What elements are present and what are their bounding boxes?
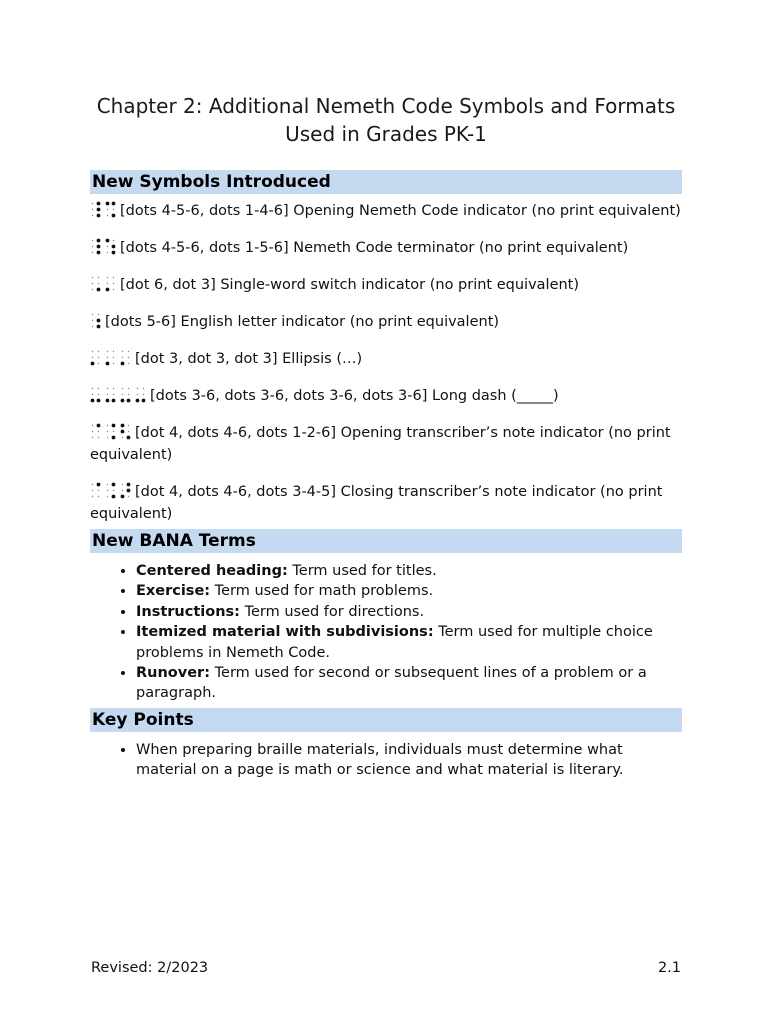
braille-dot-empty bbox=[107, 495, 108, 496]
braille-dot-raised bbox=[121, 361, 125, 365]
braille-dot-raised bbox=[112, 423, 116, 427]
braille-dot-raised bbox=[106, 287, 110, 291]
section-heading-key-points: Key Points bbox=[90, 708, 682, 732]
braille-symbol-icon bbox=[90, 201, 116, 218]
braille-dot-empty bbox=[128, 430, 129, 431]
braille-dot-raised bbox=[97, 201, 101, 205]
term-definition: Term used for second or subsequent lines of a problem or a paragraph. bbox=[136, 665, 647, 702]
key-points-list bbox=[90, 740, 682, 781]
braille-dot-empty bbox=[92, 282, 93, 283]
symbol-description: [dots 4-5-6, dots 1-5-6] Nemeth Code terminator (no print equivalent) bbox=[120, 240, 629, 256]
braille-dot-empty bbox=[122, 489, 123, 490]
symbol-entry bbox=[90, 311, 682, 333]
braille-dot-empty bbox=[113, 282, 114, 283]
braille-dot-empty bbox=[128, 350, 129, 351]
braille-dot-empty bbox=[92, 350, 93, 351]
braille-dot-empty bbox=[92, 325, 93, 326]
braille-dot-raised bbox=[112, 482, 116, 486]
braille-dot-empty bbox=[113, 362, 114, 363]
braille-dot-raised bbox=[97, 423, 101, 427]
braille-dot-raised bbox=[112, 250, 116, 254]
braille-dot-empty bbox=[137, 393, 138, 394]
braille-dot-empty bbox=[92, 387, 93, 388]
braille-dot-empty bbox=[113, 208, 114, 209]
braille-dot-empty bbox=[107, 489, 108, 490]
term-item bbox=[136, 561, 682, 581]
term-definition: Term used for math problems. bbox=[210, 583, 434, 600]
braille-dot-raised bbox=[121, 429, 125, 433]
braille-dot-raised bbox=[112, 435, 116, 439]
braille-dot-empty bbox=[107, 282, 108, 283]
symbol-description: [dots 5-6] English letter indicator (no print equivalent) bbox=[105, 314, 500, 330]
term-name: Exercise: bbox=[136, 583, 211, 600]
symbol-entry bbox=[90, 348, 682, 370]
braille-dot-empty bbox=[122, 436, 123, 437]
braille-dot-empty bbox=[98, 430, 99, 431]
braille-dot-empty bbox=[113, 288, 114, 289]
symbol-entry bbox=[90, 274, 682, 296]
braille-dot-empty bbox=[107, 483, 108, 484]
document-page bbox=[90, 92, 682, 785]
term-definition: Term used for directions. bbox=[239, 603, 425, 620]
braille-dot-raised bbox=[112, 398, 116, 402]
braille-dot-empty bbox=[128, 356, 129, 357]
braille-dot-raised bbox=[97, 244, 101, 248]
braille-dot-raised bbox=[97, 238, 101, 242]
braille-symbol-icon bbox=[90, 386, 146, 403]
section-heading-bana-terms: New BANA Terms bbox=[90, 529, 682, 553]
braille-cells bbox=[90, 312, 101, 329]
braille-dot-raised bbox=[112, 244, 116, 248]
symbol-entry bbox=[90, 200, 682, 222]
braille-cells bbox=[90, 349, 131, 366]
braille-dot-empty bbox=[98, 436, 99, 437]
braille-dot-raised bbox=[106, 361, 110, 365]
braille-cells bbox=[90, 275, 116, 292]
braille-dot-empty bbox=[107, 251, 108, 252]
braille-dot-raised bbox=[112, 494, 116, 498]
braille-dot-raised bbox=[142, 398, 146, 402]
braille-dot-empty bbox=[107, 350, 108, 351]
braille-dot-empty bbox=[113, 393, 114, 394]
braille-dot-empty bbox=[107, 245, 108, 246]
braille-dot-empty bbox=[98, 489, 99, 490]
braille-dot-empty bbox=[92, 276, 93, 277]
braille-dot-empty bbox=[92, 208, 93, 209]
braille-dot-empty bbox=[113, 239, 114, 240]
braille-dot-empty bbox=[98, 356, 99, 357]
braille-dot-raised bbox=[106, 201, 110, 205]
braille-dot-empty bbox=[92, 495, 93, 496]
braille-dot-empty bbox=[92, 239, 93, 240]
braille-dot-empty bbox=[92, 214, 93, 215]
braille-cells bbox=[90, 482, 131, 499]
key-point-item: • When preparing braille materials, individuals must determine what material on a page is math or science and what material is literary. bbox=[136, 740, 682, 781]
symbol-entry bbox=[90, 237, 682, 259]
term-definition: Term used for multiple choice problems in Nemeth Code. bbox=[136, 624, 653, 661]
braille-dot-raised bbox=[127, 482, 131, 486]
braille-dot-empty bbox=[107, 214, 108, 215]
braille-dot-empty bbox=[128, 387, 129, 388]
braille-dot-raised bbox=[127, 398, 131, 402]
braille-dot-empty bbox=[122, 387, 123, 388]
braille-dot-empty bbox=[92, 489, 93, 490]
braille-dot-empty bbox=[128, 393, 129, 394]
braille-dot-raised bbox=[97, 318, 101, 322]
term-name: Instructions: bbox=[136, 603, 240, 620]
braille-dot-empty bbox=[92, 430, 93, 431]
braille-dot-empty bbox=[107, 424, 108, 425]
braille-dot-raised bbox=[106, 238, 110, 242]
braille-dot-raised bbox=[91, 398, 95, 402]
braille-dot-empty bbox=[92, 483, 93, 484]
braille-dot-empty bbox=[128, 424, 129, 425]
term-item bbox=[136, 602, 682, 622]
braille-dot-empty bbox=[113, 276, 114, 277]
symbol-description: [dot 4, dots 4-6, dots 3-4-5] Closing transcriber’s note indicator (no print equivalent) bbox=[90, 484, 663, 522]
braille-dot-empty bbox=[107, 387, 108, 388]
braille-dot-empty bbox=[113, 489, 114, 490]
revised-date: Revised: 2/2023 bbox=[91, 960, 209, 976]
braille-symbol-icon bbox=[90, 423, 131, 440]
braille-dot-empty bbox=[98, 495, 99, 496]
braille-dot-raised bbox=[106, 398, 110, 402]
section-heading-new-symbols: New Symbols Introduced bbox=[90, 170, 682, 194]
braille-dot-empty bbox=[122, 350, 123, 351]
braille-dot-empty bbox=[128, 495, 129, 496]
braille-dot-empty bbox=[98, 313, 99, 314]
braille-dot-empty bbox=[128, 362, 129, 363]
braille-dot-empty bbox=[107, 430, 108, 431]
symbol-description: [dots 4-5-6, dots 1-4-6] Opening Nemeth Code indicator (no print equivalent) bbox=[120, 203, 681, 219]
braille-symbol-icon bbox=[90, 349, 131, 366]
braille-dot-empty bbox=[137, 387, 138, 388]
braille-dot-raised bbox=[97, 324, 101, 328]
braille-dot-empty bbox=[98, 282, 99, 283]
symbols-list bbox=[90, 200, 682, 525]
braille-cells bbox=[90, 386, 146, 403]
braille-dot-raised bbox=[112, 201, 116, 205]
braille-dot-empty bbox=[92, 393, 93, 394]
term-name: Centered heading: bbox=[136, 563, 288, 579]
term-name: Runover: bbox=[136, 665, 211, 682]
braille-dot-empty bbox=[113, 356, 114, 357]
braille-dot-empty bbox=[92, 313, 93, 314]
braille-symbol-icon bbox=[90, 312, 101, 329]
braille-dot-empty bbox=[143, 393, 144, 394]
terms-list bbox=[90, 561, 682, 704]
braille-dot-empty bbox=[113, 430, 114, 431]
braille-dot-empty bbox=[122, 483, 123, 484]
page-number: 2.1 bbox=[657, 960, 681, 976]
braille-dot-empty bbox=[107, 393, 108, 394]
braille-dot-raised bbox=[97, 250, 101, 254]
braille-dot-empty bbox=[122, 393, 123, 394]
braille-dot-raised bbox=[112, 213, 116, 217]
term-definition: Term used for titles. bbox=[287, 563, 437, 579]
braille-dot-empty bbox=[98, 362, 99, 363]
braille-dot-raised bbox=[97, 398, 101, 402]
braille-dot-raised bbox=[127, 488, 131, 492]
braille-dot-raised bbox=[97, 213, 101, 217]
braille-cells bbox=[90, 201, 116, 218]
braille-dot-raised bbox=[121, 423, 125, 427]
braille-dot-empty bbox=[107, 356, 108, 357]
braille-dot-empty bbox=[143, 387, 144, 388]
braille-dot-empty bbox=[92, 436, 93, 437]
symbol-description: [dots 3-6, dots 3-6, dots 3-6, dots 3-6] Long dash (_____) bbox=[150, 388, 559, 404]
braille-cells bbox=[90, 423, 131, 440]
braille-dot-raised bbox=[121, 494, 125, 498]
braille-dot-raised bbox=[121, 398, 125, 402]
symbol-entry bbox=[90, 422, 682, 466]
braille-symbol-icon bbox=[90, 238, 116, 255]
braille-dot-empty bbox=[107, 436, 108, 437]
braille-dot-empty bbox=[92, 251, 93, 252]
braille-dot-empty bbox=[92, 245, 93, 246]
symbol-entry bbox=[90, 481, 682, 525]
symbol-description: [dot 4, dots 4-6, dots 1-2-6] Opening transcriber’s note indicator (no print equivalent) bbox=[90, 425, 671, 463]
braille-dot-empty bbox=[92, 288, 93, 289]
braille-dot-empty bbox=[92, 319, 93, 320]
braille-dot-empty bbox=[92, 202, 93, 203]
page-title: Chapter 2: Additional Nemeth Code Symbols and Formats Used in Grades PK-1 bbox=[96, 94, 676, 146]
braille-dot-empty bbox=[113, 350, 114, 351]
braille-dot-empty bbox=[98, 393, 99, 394]
braille-symbol-icon bbox=[90, 275, 116, 292]
symbol-description: [dot 6, dot 3] Single-word switch indicator (no print equivalent) bbox=[120, 277, 580, 293]
term-item bbox=[136, 622, 682, 663]
braille-dot-empty bbox=[92, 424, 93, 425]
braille-dot-empty bbox=[107, 276, 108, 277]
term-item bbox=[136, 663, 682, 704]
braille-dot-empty bbox=[92, 356, 93, 357]
braille-dot-raised bbox=[91, 361, 95, 365]
braille-dot-raised bbox=[97, 287, 101, 291]
braille-dot-empty bbox=[98, 387, 99, 388]
braille-dot-empty bbox=[107, 208, 108, 209]
braille-dot-raised bbox=[97, 207, 101, 211]
braille-dot-empty bbox=[113, 387, 114, 388]
braille-cells bbox=[90, 238, 116, 255]
braille-dot-raised bbox=[136, 398, 140, 402]
symbol-description: [dot 3, dot 3, dot 3] Ellipsis (…) bbox=[135, 351, 363, 367]
braille-dot-raised bbox=[97, 482, 101, 486]
symbol-entry bbox=[90, 385, 682, 407]
braille-dot-raised bbox=[127, 435, 131, 439]
braille-dot-empty bbox=[98, 350, 99, 351]
term-name: Itemized material with subdivisions: bbox=[136, 624, 434, 641]
braille-symbol-icon bbox=[90, 482, 131, 499]
braille-dot-empty bbox=[98, 276, 99, 277]
braille-dot-empty bbox=[122, 356, 123, 357]
term-item bbox=[136, 581, 682, 601]
